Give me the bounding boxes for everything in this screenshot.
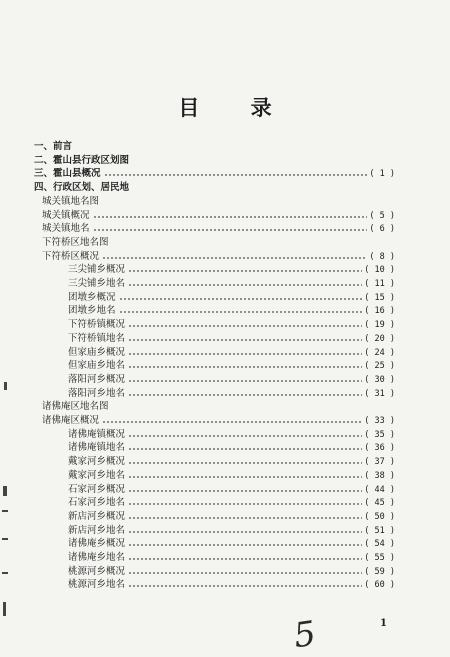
toc-entry-label: 诸佛庵镇概况	[68, 428, 126, 440]
scan-edge-mark	[2, 572, 8, 574]
toc-leader-dots	[128, 318, 362, 332]
toc-entry-label: 下符桥镇概况	[68, 319, 126, 331]
toc-entry-page: ( 54 )	[364, 539, 395, 550]
toc-entry-page: ( 25 )	[364, 361, 395, 372]
toc-entry-page: ( 45 )	[364, 498, 395, 509]
toc-entry-page: ( 36 )	[364, 443, 395, 454]
toc-leader-dots	[128, 359, 362, 373]
toc-leader-dots	[128, 483, 362, 497]
toc-entry	[42, 209, 395, 223]
toc-entry-label: 城关镇地名	[42, 223, 90, 235]
toc-entry-page: ( 15 )	[364, 292, 395, 303]
toc-entry-page: ( 50 )	[364, 511, 395, 522]
toc-entry	[68, 263, 395, 277]
toc-entry-label: 城关镇概况	[42, 209, 90, 221]
toc-entry-label: 桃源河乡概况	[68, 565, 126, 577]
toc-entry-label: 但家庙乡概况	[68, 346, 126, 358]
toc-entry	[42, 222, 395, 236]
toc-entry-label: 四、行政区划、居民地	[34, 182, 130, 194]
page-title: 目 录	[178, 95, 294, 120]
toc-entry	[68, 332, 395, 346]
toc-entry-label: 诸佛庵乡地名	[68, 552, 126, 563]
toc-entry	[68, 441, 395, 455]
toc-entry	[42, 195, 395, 209]
toc-entry-label: 团墩乡概况	[68, 291, 116, 303]
scan-edge-mark	[3, 602, 6, 616]
toc-entry	[42, 236, 395, 250]
toc-entry-page: ( 16 )	[364, 306, 395, 317]
toc-leader-dots	[128, 565, 362, 579]
toc-entry-label: 但家庙乡地名	[68, 360, 126, 372]
toc-entry-label: 二、霍山县行政区划图	[34, 154, 130, 166]
toc-entry-page: ( 20 )	[364, 333, 395, 344]
toc-leader-dots	[128, 578, 362, 592]
toc-entry	[68, 277, 395, 291]
toc-entry-page: ( 5 )	[369, 210, 395, 221]
toc-leader-dots	[128, 510, 362, 524]
toc-entry-label: 团墩乡地名	[68, 305, 116, 317]
page-number: 1	[380, 618, 387, 629]
toc-entry-page: ( 44 )	[364, 484, 395, 495]
toc-leader-dots	[102, 250, 367, 264]
toc-entry-label: 三、霍山县概况	[34, 168, 101, 180]
toc-entry-label: 戴家河乡概况	[68, 456, 126, 468]
toc-entry	[68, 359, 395, 373]
toc-entry	[68, 551, 395, 565]
toc-entry	[68, 496, 395, 510]
toc-leader-dots	[128, 551, 362, 565]
toc-entry-label: 三尖铺乡概况	[68, 264, 126, 276]
toc-entry	[68, 469, 395, 483]
toc-entry	[68, 483, 395, 497]
toc-entry-page: ( 24 )	[364, 347, 395, 358]
toc-entry	[68, 455, 395, 469]
toc-entry	[68, 346, 395, 360]
toc-entry-label: 落阳河乡概况	[68, 373, 126, 385]
toc-entry	[34, 140, 395, 154]
toc-entry-label: 石家河乡概况	[68, 483, 126, 495]
handwritten-page-mark: 5	[291, 613, 319, 657]
toc-leader-dots	[128, 346, 362, 360]
toc-entry-page: ( 37 )	[364, 457, 395, 468]
toc-entry-label: 城关镇地名图	[42, 195, 100, 207]
toc-leader-dots	[128, 428, 362, 442]
toc-entry-page: ( 11 )	[364, 279, 395, 289]
toc-entry-label: 新店河乡地名	[68, 524, 126, 536]
scan-edge-mark	[2, 510, 8, 512]
toc-entry-label: 下符桥区地名图	[42, 236, 109, 248]
toc-entry-label: 一、前言	[34, 141, 73, 152]
toc-entry-page: ( 31 )	[364, 388, 395, 399]
toc-entry-page: ( 59 )	[364, 566, 395, 577]
toc-leader-dots	[128, 455, 362, 469]
toc-entry-label: 下符桥区概况	[42, 250, 100, 262]
toc-leader-dots	[128, 263, 362, 277]
toc-entry	[68, 537, 395, 551]
toc-leader-dots	[128, 496, 362, 510]
toc-entry-page: ( 38 )	[364, 470, 395, 481]
toc-entry-label: 诸佛庵区地名图	[42, 401, 109, 413]
toc-entry-page: ( 33 )	[364, 416, 395, 426]
toc-leader-dots	[104, 167, 367, 181]
toc-entry-page: ( 19 )	[364, 320, 395, 331]
toc-leader-dots	[119, 304, 362, 318]
toc-entry-label: 三尖铺乡地名	[68, 278, 126, 289]
toc-entry-page: ( 8 )	[369, 251, 395, 262]
toc-entry	[42, 250, 395, 264]
toc-entry	[68, 510, 395, 524]
toc-entry-page: ( 30 )	[364, 374, 395, 385]
toc-leader-dots	[93, 209, 367, 223]
toc-entry	[42, 400, 395, 414]
toc-leader-dots	[128, 469, 362, 483]
toc-entry-page: ( 10 )	[364, 265, 395, 276]
toc-entry-label: 下符桥镇地名	[68, 332, 126, 344]
toc-entry	[34, 154, 395, 168]
toc-entry	[68, 578, 395, 592]
toc-entry-label: 桃源河乡地名	[68, 579, 126, 591]
toc-entry	[34, 181, 395, 195]
toc-entry-label: 诸佛庵乡概况	[68, 538, 126, 550]
toc-entry-label: 诸佛庵镇地名	[68, 442, 126, 454]
toc-entry	[68, 524, 395, 538]
toc-leader-dots	[128, 332, 362, 346]
toc-entry	[34, 167, 395, 181]
toc-entry-page: ( 60 )	[364, 580, 395, 591]
toc-leader-dots	[128, 373, 362, 387]
toc-leader-dots	[128, 524, 362, 538]
toc-entry-page: ( 51 )	[364, 525, 395, 536]
toc-entry	[68, 304, 395, 318]
toc-leader-dots	[128, 387, 362, 401]
toc-entry-label: 石家河乡地名	[68, 497, 126, 509]
scan-edge-mark	[3, 486, 7, 496]
toc-entry-page: ( 55 )	[364, 553, 395, 563]
scan-edge-mark	[4, 382, 7, 390]
toc-entry	[42, 414, 395, 428]
toc-leader-dots	[119, 291, 362, 305]
toc-leader-dots	[93, 222, 367, 236]
toc-entry	[68, 373, 395, 387]
toc-leader-dots	[128, 441, 362, 455]
toc-entry-label: 诸佛庵区概况	[42, 415, 100, 426]
toc-entry-page: ( 35 )	[364, 429, 395, 440]
toc-entry	[68, 387, 395, 401]
toc-entry-page: ( 6 )	[369, 224, 395, 235]
toc-entry	[68, 565, 395, 579]
toc-entry-label: 落阳河乡地名	[68, 387, 126, 399]
scan-edge-mark	[2, 538, 8, 540]
toc-entry-page: ( 1 )	[369, 169, 395, 180]
toc-entry-label: 戴家河乡地名	[68, 469, 126, 481]
toc-entry	[68, 428, 395, 442]
toc-entry-label: 新店河乡概况	[68, 510, 126, 522]
toc-leader-dots	[128, 537, 362, 551]
toc-leader-dots	[102, 414, 362, 428]
toc-leader-dots	[128, 277, 362, 291]
toc-entry	[68, 291, 395, 305]
toc-entry	[68, 318, 395, 332]
